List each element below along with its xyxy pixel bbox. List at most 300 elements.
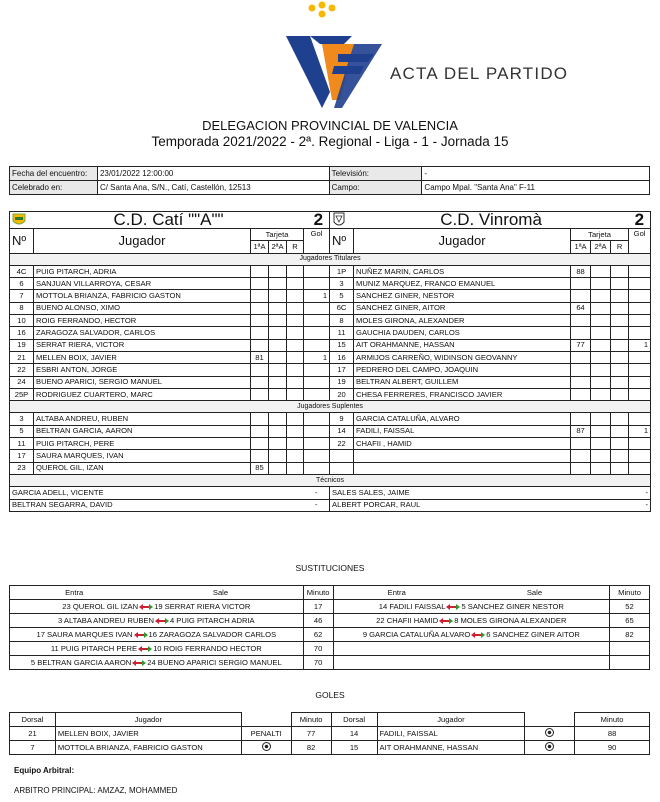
player-row: [10, 450, 651, 462]
away-substitution: [333, 656, 609, 670]
swap-arrow-icon: [134, 632, 148, 638]
home-first-yellow: [251, 364, 269, 376]
away-goals: [629, 388, 651, 400]
away-red-card: [611, 364, 629, 376]
lineup-table: [9, 211, 651, 512]
substitution-row: [10, 642, 650, 656]
home-goal-type-header: [241, 713, 291, 727]
home-goal-header: Gol: [304, 229, 330, 254]
match-info-table: [9, 166, 650, 195]
home-substitution: [10, 600, 304, 614]
home-goals: [304, 364, 330, 376]
away-player-name: GARCIA CATALUÑA, ALVARO: [354, 413, 571, 425]
away-second-yellow: [591, 315, 611, 327]
away-second-yellow: [591, 413, 611, 425]
substitution-row: [10, 600, 650, 614]
away-goals: [629, 450, 651, 462]
away-first-yellow: [571, 388, 591, 400]
home-second-yellow: [269, 290, 287, 302]
home-player-name: PUIG PITARCH, PERE: [34, 438, 251, 450]
home-player-name: SERRAT RIERA, VICTOR: [34, 339, 251, 351]
home-goals: [304, 425, 330, 437]
away-crest: [330, 212, 354, 229]
away-sub-minute: 65: [610, 614, 650, 628]
home-red-card: [287, 450, 304, 462]
away-sub-minute: 82: [610, 628, 650, 642]
home-crest: [10, 212, 34, 229]
away-coach-mark: -: [629, 499, 651, 511]
home-second-yellow: [269, 450, 287, 462]
ball-icon: [545, 742, 554, 751]
away-goals: [629, 462, 651, 474]
home-goals: [304, 302, 330, 314]
away-first-yellow: [571, 351, 591, 363]
away-first-yellow: [571, 376, 591, 388]
home-red-card: [287, 376, 304, 388]
away-coach-name: SALES SALES, JAIME: [330, 487, 629, 499]
home-goals: [304, 462, 330, 474]
away-goals: [629, 438, 651, 450]
away-goal-player: AIT ORAHMANNE, HASSAN: [377, 741, 525, 755]
home-sub-in-player: 17 SAURA MARQUES IVAN: [36, 629, 133, 639]
away-goal-player-header: Jugador: [377, 713, 525, 727]
home-player-number: 10: [10, 315, 34, 327]
away-red-card: [611, 450, 629, 462]
player-row: [10, 302, 651, 314]
away-first-yellow: [571, 450, 591, 462]
substitution-row: [10, 656, 650, 670]
home-second-yellow: [269, 462, 287, 474]
away-player-name: [354, 450, 571, 462]
away-goal-header: Gol: [629, 229, 651, 254]
away-sub-out-header: Sale: [460, 586, 610, 600]
away-goal-type: [525, 727, 575, 741]
away-goals: [629, 364, 651, 376]
away-player-name: MOLES GIRONA, ALEXANDER: [354, 315, 571, 327]
swap-arrow-icon: [439, 618, 453, 624]
away-player-number: 19: [330, 376, 354, 388]
home-goals: [304, 376, 330, 388]
coaches-rows: [10, 487, 651, 512]
away-first-yellow: [571, 327, 591, 339]
away-first-yellow: [571, 315, 591, 327]
away-player-name: FADILI, FAISSAL: [354, 425, 571, 437]
subs-rows: [10, 413, 651, 474]
away-second-yellow: [591, 265, 611, 277]
home-player-name: ROIG FERRANDO, HECTOR: [34, 315, 251, 327]
home-red-card: [287, 315, 304, 327]
home-player-number: 6: [10, 278, 34, 290]
home-goal-dorsal: 7: [10, 741, 56, 755]
tv-label: Televisión:: [329, 167, 422, 181]
home-goals: [304, 278, 330, 290]
home-player-name: SAURA MARQUES, IVAN: [34, 450, 251, 462]
home-substitution: [10, 628, 304, 642]
player-row: [10, 265, 651, 277]
away-sub-minute-header: Minuto: [610, 586, 650, 600]
home-second-yellow: [269, 425, 287, 437]
player-row: [10, 315, 651, 327]
away-second-yellow: [591, 278, 611, 290]
home-sub-out-player: 24 BUENO APARICI SERGIO MANUEL: [147, 657, 282, 667]
home-goals: [304, 450, 330, 462]
away-second-yellow: [591, 388, 611, 400]
home-first-yellow: [251, 265, 269, 277]
player-row: [10, 425, 651, 437]
subs-section-label: Jugadores Suplentes: [10, 401, 651, 413]
away-player-number: 8: [330, 315, 354, 327]
away-first-yellow: [571, 413, 591, 425]
date-label: Fecha del encuentro:: [10, 167, 98, 181]
player-row: [10, 351, 651, 363]
away-goals: [629, 265, 651, 277]
home-coach-mark: -: [304, 487, 330, 499]
home-player-name: PUIG PITARCH, ADRIA: [34, 265, 251, 277]
home-first-yellow: [251, 388, 269, 400]
away-player-name: GAUCHIA DAUDEN, CARLOS: [354, 327, 571, 339]
away-first-yellow-header: 1ªA: [571, 241, 591, 253]
home-player-name: QUEROL GIL, IZAN: [34, 462, 251, 474]
home-first-yellow: [251, 425, 269, 437]
home-goal-player-header: Jugador: [55, 713, 241, 727]
home-coach-name: BELTRAN SEGARRA, DAVID: [10, 499, 304, 511]
referee-main: ARBITRO PRINCIPAL: AMZAZ, MOHAMMED: [14, 786, 178, 795]
away-player-number: 1P: [330, 265, 354, 277]
goals-table: [9, 712, 650, 755]
home-sub-in-header: Entra: [10, 586, 139, 600]
away-red-card: [611, 388, 629, 400]
away-player-name: CHAFII , HAMID: [354, 438, 571, 450]
home-red-card: [287, 364, 304, 376]
home-player-name: MELLEN BOIX, JAVIER: [34, 351, 251, 363]
home-player-number: 8: [10, 302, 34, 314]
player-row: [10, 278, 651, 290]
away-red-header: R: [611, 241, 629, 253]
player-row: [10, 462, 651, 474]
away-second-yellow: [591, 327, 611, 339]
away-player-number: [330, 450, 354, 462]
away-substitution: [333, 628, 609, 642]
away-goals: [629, 278, 651, 290]
home-red-card: [287, 327, 304, 339]
date-value: 23/01/2022 12:00:00: [97, 167, 329, 181]
home-red-card: [287, 425, 304, 437]
away-player-name: AIT ORAHMANNE, HASSAN: [354, 339, 571, 351]
player-row: [10, 290, 651, 302]
home-second-yellow: [269, 302, 287, 314]
away-coach-name: ALBERT PORCAR, RAUL: [330, 499, 629, 511]
home-goal-minute: 82: [291, 741, 331, 755]
swap-arrow-icon: [138, 646, 152, 652]
home-goal-dorsal: 21: [10, 727, 56, 741]
home-player-name: BUENO APARICI, SERGIO MANUEL: [34, 376, 251, 388]
away-first-yellow: 87: [571, 425, 591, 437]
home-goals: [304, 339, 330, 351]
away-first-yellow: [571, 462, 591, 474]
away-sub-in-header: Entra: [333, 586, 460, 600]
home-goals: 1: [304, 290, 330, 302]
home-goal-type: [241, 741, 291, 755]
home-red-card: [287, 351, 304, 363]
away-goal-type-header: [525, 713, 575, 727]
home-first-yellow: [251, 413, 269, 425]
away-first-yellow: [571, 290, 591, 302]
home-sub-minute: 62: [303, 628, 333, 642]
away-sub-in-player: 22 CHAFII HAMID: [376, 615, 439, 625]
home-red-card: [287, 388, 304, 400]
home-sub-in-player: 5 BELTRAN GARCIA AARON: [30, 657, 132, 667]
home-coach-mark: -: [304, 499, 330, 511]
away-player-number: 15: [330, 339, 354, 351]
home-player-name: SANJUAN VILLARROYA, CESAR: [34, 278, 251, 290]
away-second-yellow: [591, 376, 611, 388]
home-substitution: [10, 614, 304, 628]
venue-value: C/ Santa Ana, S/N., Catí, Castellón, 12513: [97, 181, 329, 195]
home-sub-minute: 46: [303, 614, 333, 628]
home-first-yellow: [251, 450, 269, 462]
home-player-number: 24: [10, 376, 34, 388]
home-sub-minute: 70: [303, 656, 333, 670]
home-goal-player: MOTTOLA BRIANZA, FABRICIO GASTON: [55, 741, 241, 755]
away-player-number: 22: [330, 438, 354, 450]
away-red-card: [611, 339, 629, 351]
away-player-header: Jugador: [354, 229, 571, 254]
home-sub-minute: 17: [303, 600, 333, 614]
away-red-card: [611, 425, 629, 437]
field-label: Campo:: [329, 181, 422, 195]
player-row: [10, 339, 651, 351]
field-value: Campo Mpal. "Santa Ana" F-11: [422, 181, 650, 195]
home-player-number: 3: [10, 413, 34, 425]
player-row: [10, 327, 651, 339]
away-player-name: NUÑEZ MARIN, CARLOS: [354, 265, 571, 277]
home-goal-dorsal-header: Dorsal: [10, 713, 56, 727]
home-sub-in-player: 23 QUEROL GIL IZAN: [62, 601, 139, 611]
home-team-score: 2: [304, 212, 330, 229]
away-sub-out-player: 6 SANCHEZ GINER AITOR: [486, 629, 580, 639]
home-first-yellow: [251, 327, 269, 339]
swap-arrow-icon: [446, 604, 460, 610]
away-second-yellow: [591, 450, 611, 462]
away-substitution: [333, 614, 609, 628]
home-player-name: ZARAGOZA SALVADOR, CARLOS: [34, 327, 251, 339]
home-goals: [304, 388, 330, 400]
starters-rows: [10, 265, 651, 400]
away-second-yellow: [591, 351, 611, 363]
away-player-number: 17: [330, 364, 354, 376]
away-first-yellow: 64: [571, 302, 591, 314]
away-player-number: 14: [330, 425, 354, 437]
away-player-number: [330, 462, 354, 474]
home-second-yellow: [269, 351, 287, 363]
away-sub-in-player: 9 GARCIA CATALUÑA ALVARO: [362, 629, 471, 639]
away-red-card: [611, 278, 629, 290]
away-player-name: SANCHEZ GINER, NESTOR: [354, 290, 571, 302]
away-player-name: MUNIZ MARQUEZ, FRANCO EMANUEL: [354, 278, 571, 290]
home-player-name: ESBRI ANTON, JORGE: [34, 364, 251, 376]
home-sub-in-player: 3 ALTABA ANDREU RUBEN: [58, 615, 154, 625]
season-title: Temporada 2021/2022 - 2ª. Regional - Liga - 1 - Jornada 15: [151, 134, 509, 149]
home-goals: [304, 413, 330, 425]
away-goals: [629, 376, 651, 388]
home-second-yellow: [269, 315, 287, 327]
goal-row: [10, 741, 650, 755]
away-coach-mark: -: [629, 487, 651, 499]
venue-label: Celebrado en:: [10, 181, 98, 195]
away-team-score: 2: [629, 212, 651, 229]
home-player-name: RODRIGUEZ CUARTERO, MARC: [34, 388, 251, 400]
away-red-card: [611, 351, 629, 363]
ball-icon: [545, 728, 554, 737]
home-player-header: Jugador: [34, 229, 251, 254]
home-first-yellow: [251, 438, 269, 450]
away-goals: [629, 327, 651, 339]
home-sub-out-player: 4 PUIG PITARCH ADRIA: [169, 615, 255, 625]
home-substitution: [10, 642, 304, 656]
home-goal-minute-header: Minuto: [291, 713, 331, 727]
home-player-number: 17: [10, 450, 34, 462]
home-sub-out-player: 10 ROIG FERRANDO HECTOR: [153, 643, 262, 653]
home-player-number: 23: [10, 462, 34, 474]
home-red-card: [287, 413, 304, 425]
away-second-yellow: [591, 339, 611, 351]
home-goals: [304, 315, 330, 327]
home-goals: [304, 265, 330, 277]
home-substitution: [10, 656, 304, 670]
away-second-yellow: [591, 364, 611, 376]
away-player-name: SANCHEZ GINER, AITOR: [354, 302, 571, 314]
home-player-name: MOTTOLA BRIANZA, FABRICIO GASTON: [34, 290, 251, 302]
home-player-number: 19: [10, 339, 34, 351]
home-red-card: [287, 265, 304, 277]
home-player-number: 22: [10, 364, 34, 376]
home-second-yellow: [269, 376, 287, 388]
away-second-yellow: [591, 425, 611, 437]
home-player-name: BELTRAN GARCIA, AARON: [34, 425, 251, 437]
home-second-yellow: [269, 339, 287, 351]
home-player-name: BUENO ALONSO, XIMO: [34, 302, 251, 314]
away-player-name: BELTRAN ALBERT, GUILLEM: [354, 376, 571, 388]
away-goal-minute: 88: [575, 727, 650, 741]
swap-arrow-icon: [471, 632, 485, 638]
home-first-yellow: [251, 339, 269, 351]
away-red-card: [611, 290, 629, 302]
away-second-yellow: [591, 302, 611, 314]
away-sub-minute: 52: [610, 600, 650, 614]
away-goals: [629, 302, 651, 314]
home-second-yellow: [269, 438, 287, 450]
home-first-yellow: 85: [251, 462, 269, 474]
player-row: [10, 438, 651, 450]
away-player-number: 11: [330, 327, 354, 339]
away-goals: [629, 315, 651, 327]
away-substitution: [333, 600, 609, 614]
away-goal-minute: 90: [575, 741, 650, 755]
home-second-yellow: [269, 278, 287, 290]
away-red-card: [611, 302, 629, 314]
away-sub-minute: [610, 642, 650, 656]
home-first-yellow: 81: [251, 351, 269, 363]
away-sub-out-player: 5 SANCHEZ GINER NESTOR: [461, 601, 564, 611]
home-player-name: ALTABA ANDREU, RUBEN: [34, 413, 251, 425]
away-first-yellow: [571, 438, 591, 450]
home-red-card: [287, 278, 304, 290]
away-substitution: [333, 642, 609, 656]
player-row: [10, 376, 651, 388]
away-goal-type: [525, 741, 575, 755]
tv-value: -: [422, 167, 650, 181]
home-red-card: [287, 462, 304, 474]
substitutions-table: [9, 585, 650, 670]
coach-row: [10, 487, 651, 499]
swap-arrow-icon: [139, 604, 153, 610]
home-first-yellow-header: 1ªA: [251, 241, 269, 253]
home-first-yellow: [251, 278, 269, 290]
home-coach-name: GARCIA ADELL, VICENTE: [10, 487, 304, 499]
away-player-number: 3: [330, 278, 354, 290]
goal-row: [10, 727, 650, 741]
home-player-number: 21: [10, 351, 34, 363]
away-second-yellow-header: 2ªA: [591, 241, 611, 253]
home-player-number: 4C: [10, 265, 34, 277]
delegation-title: DELEGACION PROVINCIAL DE VALENCIA: [202, 118, 458, 133]
away-first-yellow: [571, 278, 591, 290]
goals-title: GOLES: [315, 690, 345, 700]
ffcv-logo: [282, 0, 392, 112]
away-goal-player: FADILI, FAISSAL: [377, 727, 525, 741]
swap-arrow-icon: [132, 660, 146, 666]
away-player-name: [354, 462, 571, 474]
starters-section-label: Jugadores Titulares: [10, 253, 651, 265]
home-first-yellow: [251, 302, 269, 314]
away-goals: 1: [629, 339, 651, 351]
home-second-yellow: [269, 327, 287, 339]
away-red-card: [611, 413, 629, 425]
home-player-number: 5: [10, 425, 34, 437]
away-player-name: PEDRERO DEL CAMPO, JOAQUIN: [354, 364, 571, 376]
swap-arrow-icon: [155, 618, 169, 624]
goal-rows: [10, 727, 650, 755]
player-row: [10, 388, 651, 400]
player-row: [10, 364, 651, 376]
home-sub-out-player: 19 SERRAT RIERA VICTOR: [154, 601, 251, 611]
away-first-yellow: [571, 364, 591, 376]
home-red-card: [287, 290, 304, 302]
ball-icon: [262, 742, 271, 751]
away-goals: [629, 413, 651, 425]
away-goals: [629, 290, 651, 302]
away-red-card: [611, 265, 629, 277]
away-sub-out-player: 8 MOLES GIRONA ALEXANDER: [454, 615, 567, 625]
away-player-name: ARMIJOS CARREÑO, WIDINSON GEOVANNY: [354, 351, 571, 363]
away-player-number: 5: [330, 290, 354, 302]
away-red-card: [611, 376, 629, 388]
home-first-yellow: [251, 376, 269, 388]
home-sub-out-player: 16 ZARAGOZA SALVADOR CARLOS: [148, 629, 277, 639]
coaches-section-label: Técnicos: [10, 474, 651, 486]
home-second-yellow: [269, 364, 287, 376]
substitution-row: [10, 614, 650, 628]
away-second-yellow: [591, 438, 611, 450]
substitution-row: [10, 628, 650, 642]
home-player-number: 16: [10, 327, 34, 339]
home-goal-minute: 77: [291, 727, 331, 741]
away-card-header: Tarjeta: [571, 229, 629, 241]
away-goal-dorsal-header: Dorsal: [331, 713, 377, 727]
away-player-number: 9: [330, 413, 354, 425]
away-player-number: 16: [330, 351, 354, 363]
substitutions-title: SUSTITUCIONES: [295, 563, 365, 573]
